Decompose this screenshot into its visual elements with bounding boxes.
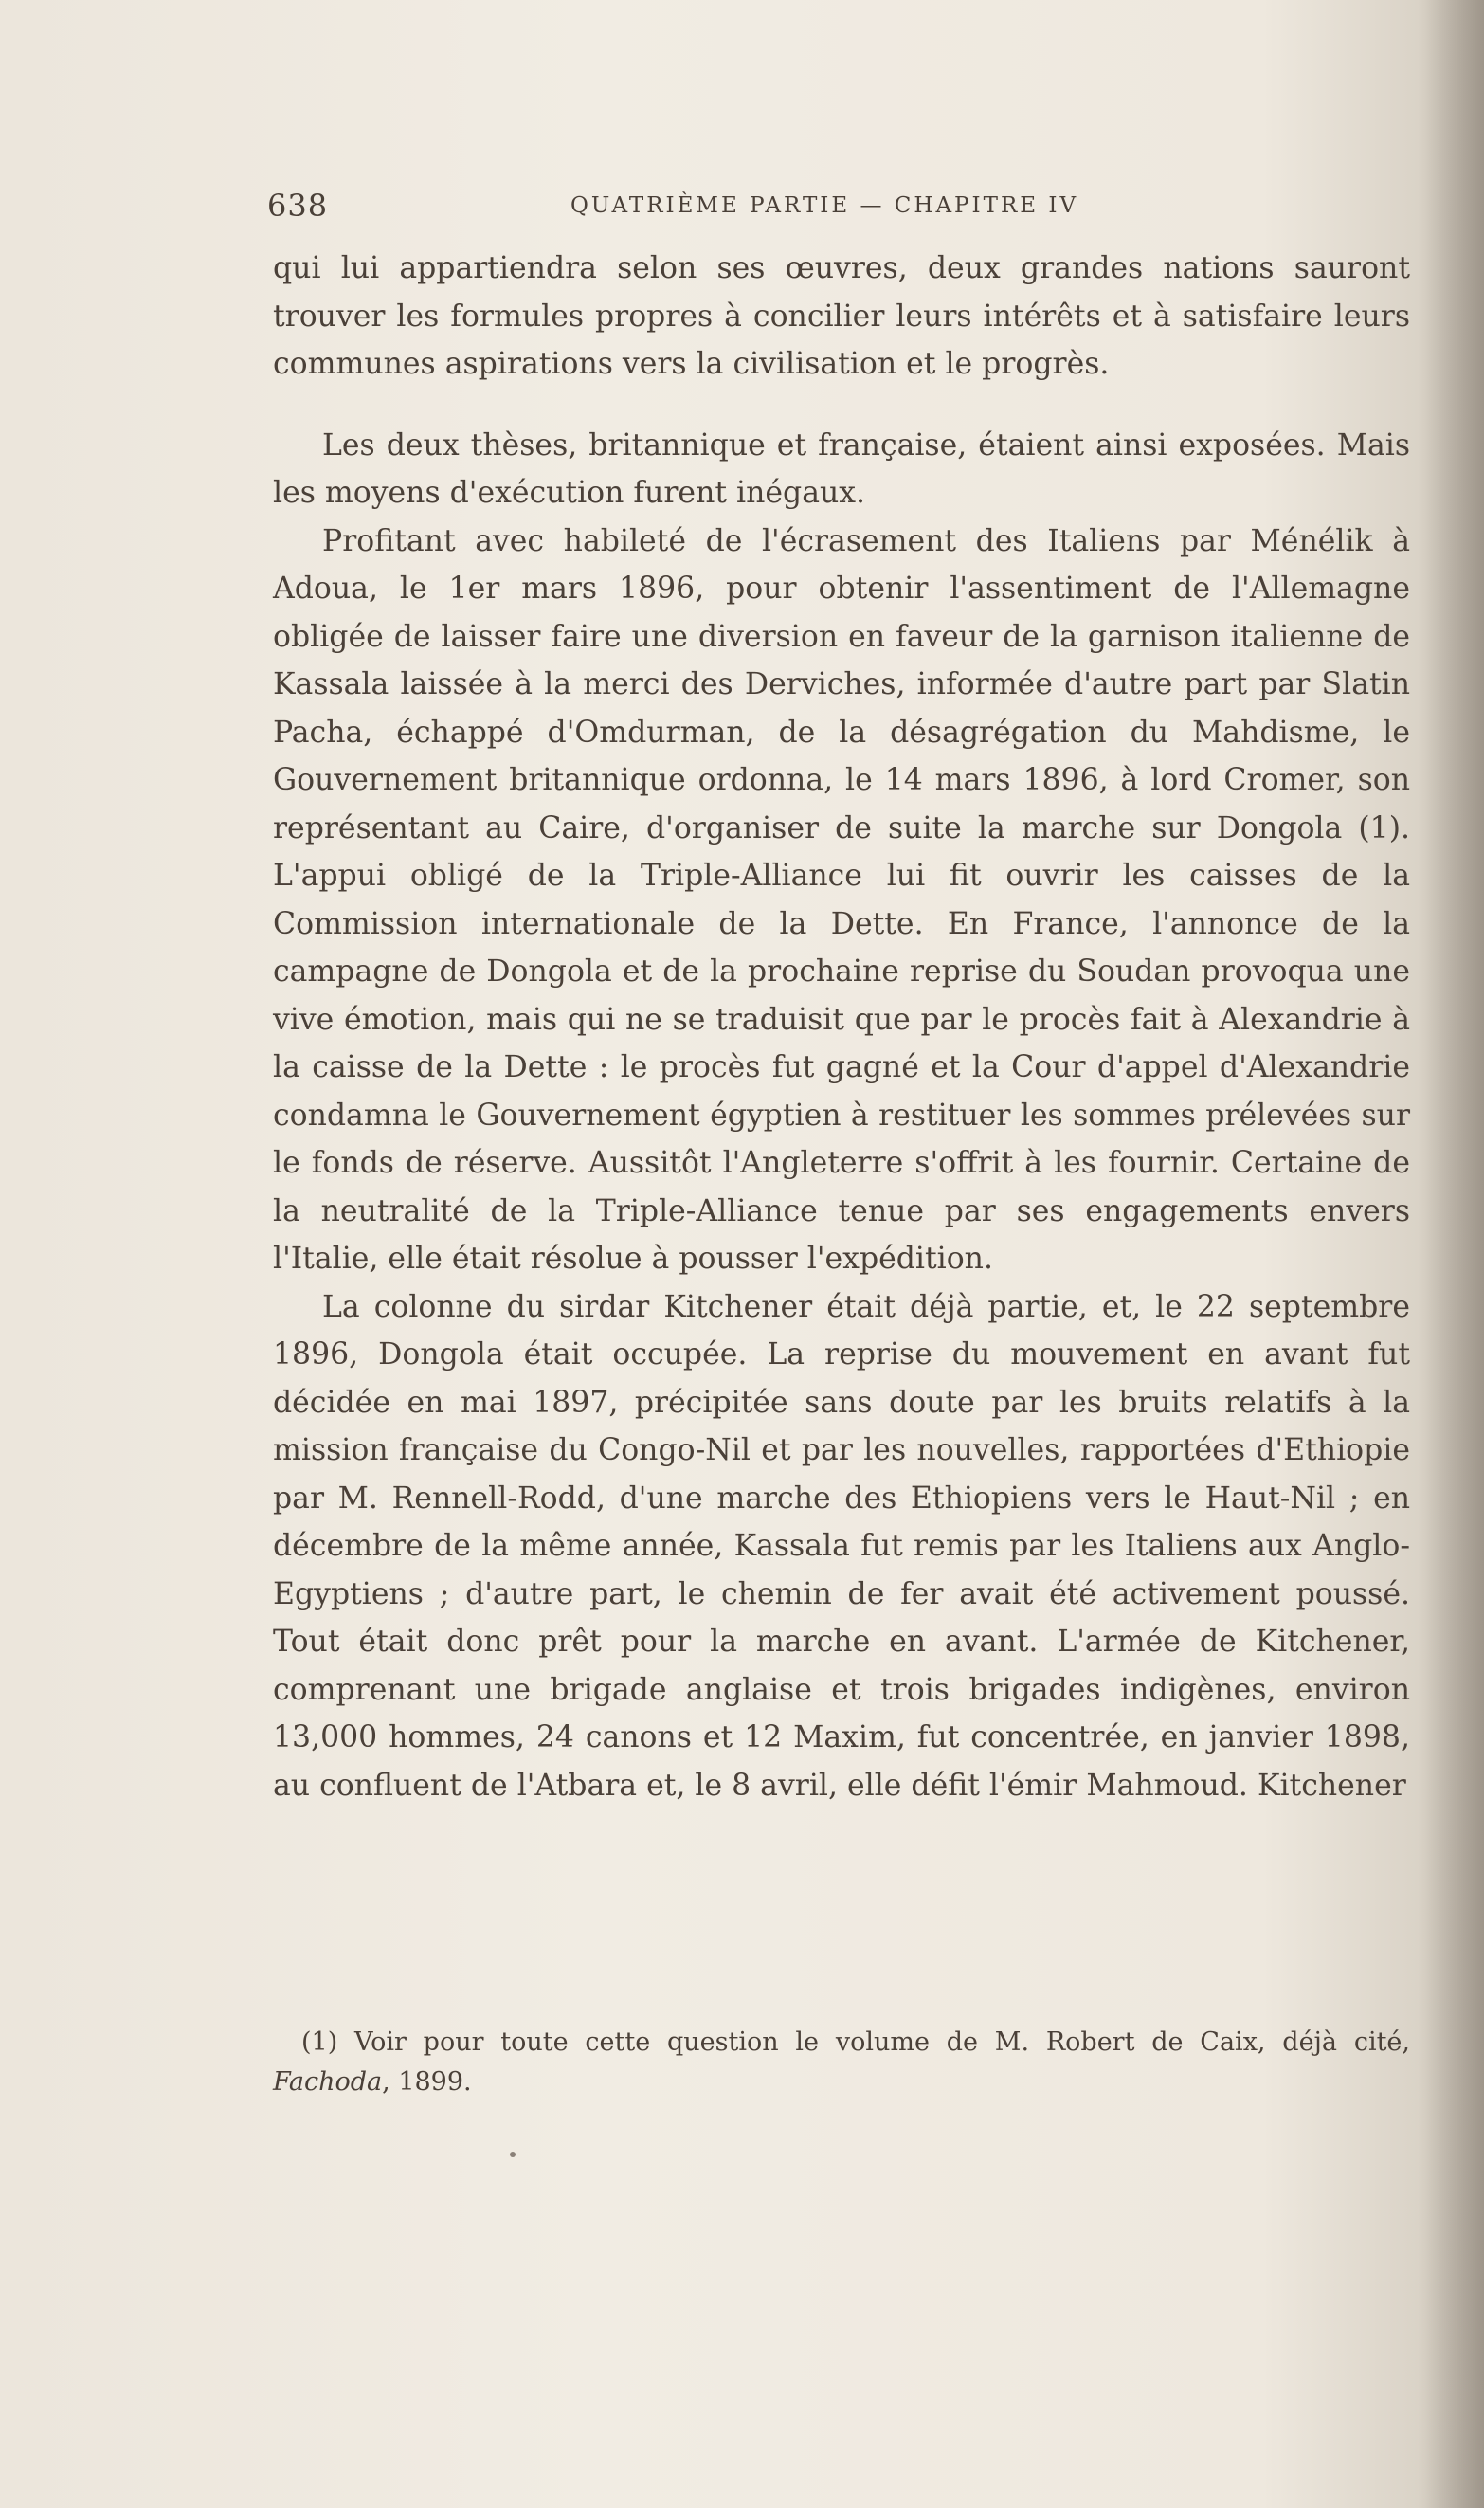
paragraph-theses: Les deux thèses, britannique et française, étaient ainsi exposées. Mais les moyens d'exécution furent inégaux. — [273, 427, 1410, 510]
footnote-title: Fachoda — [273, 2067, 383, 2097]
footnote-text: (1) Voir pour toute cette question le volume de M. Robert de Caix, déjà cité, — [301, 2027, 1410, 2057]
spine-shadow — [1418, 0, 1484, 2508]
paragraph-dongola: Profitant avec habileté de l'écrasement des Italiens par Ménélik à Adoua, le 1er mars 1896, pour obtenir l'assentiment de l'Allemagne obligée de laisser faire une diversion en faveur de la garnison italienne de Kassala laissée à la merci des Derviches, informée d'autre part par Slatin Pacha, échappé d'Omdurman, de la désagrégation du Mahdisme, le Gouvernement britannique ordonna, le 14 mars 1896, à lord Cromer, son représentant au Caire, d'organiser de suite la marche sur Dongola (1). L'appui obligé de la Triple-Alliance lui fit ouvrir les caisses de la Commission internationale de la Dette. En France, l'annonce de la campagne de Dongola et de la prochaine reprise du Soudan provoqua une vive émotion, mais qui ne se traduisit que par le procès fait à Alexandrie à la caisse de la Dette : le procès fut gagné et la Cour d'appel d'Alexandrie condamna le Gouvernement égyptien à restituer les sommes prélevées sur le fonds de réserve. Aussitôt l'Angleterre s'offrit à les fournir. Certaine de la neutralité de la Triple-Alliance tenue par ses engagements envers l'Italie, elle était résolue à pousser l'expédition. — [273, 523, 1410, 1276]
page-number: 638 — [267, 188, 329, 224]
footnote-end: , 1899. — [382, 2067, 472, 2097]
paragraph-continuation: qui lui appartiendra selon ses œuvres, deux grandes nations sauront trouver les formules propres à concilier leurs intérêts et à satisfaire leurs communes aspirations vers la civilisation et le progrès. — [273, 251, 1410, 381]
page-header — [267, 188, 1414, 226]
body-text — [273, 245, 1410, 1809]
ink-mark — [510, 2152, 516, 2157]
footnote — [273, 2023, 1410, 2102]
paragraph-kitchener: La colonne du sirdar Kitchener était déjà partie, et, le 22 septembre 1896, Dongola était occupée. La reprise du mouvement en avant fut décidée en mai 1897, précipitée sans doute par les bruits relatifs à la mission française du Congo-Nil et par les nouvelles, rapportées d'Ethiopie par M. Rennell-Rodd, d'une marche des Ethiopiens vers le Haut-Nil ; en décembre de la même année, Kassala fut remis par les Italiens aux Anglo-Egyptiens ; d'autre part, le chemin de fer avait été activement poussé. Tout était donc prêt pour la marche en avant. L'armée de Kitchener, comprenant une brigade anglaise et trois brigades indigènes, environ 13,000 hommes, 24 canons et 12 Maxim, fut concentrée, en janvier 1898, au confluent de l'Atbara et, le 8 avril, elle défit l'émir Mahmoud. Kitchener — [273, 1289, 1410, 1803]
running-head: QUATRIÈME PARTIE — CHAPITRE IV — [570, 193, 1079, 218]
